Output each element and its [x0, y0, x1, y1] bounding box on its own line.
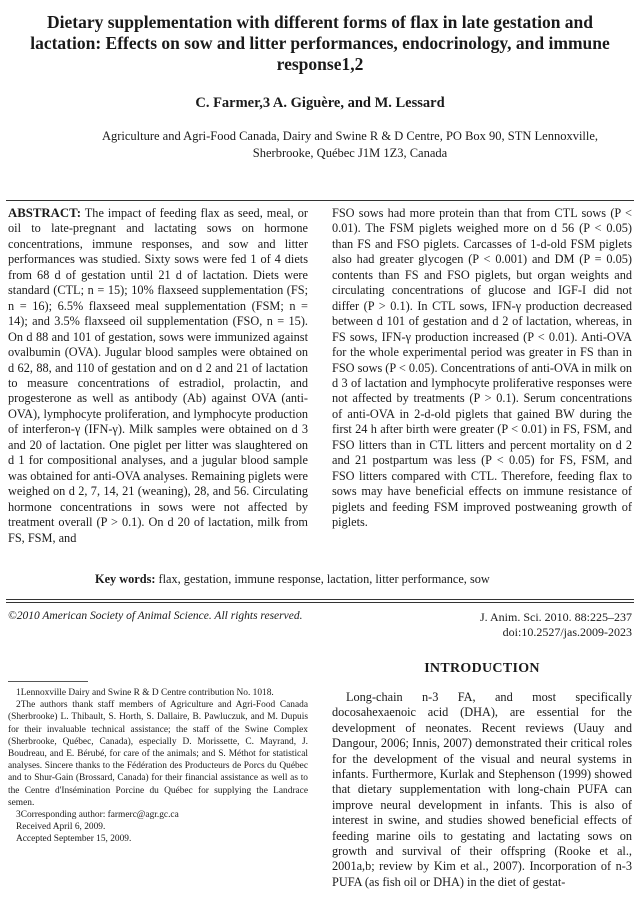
copyright-divider: [6, 602, 634, 603]
accepted-date: Accepted September 15, 2009.: [16, 834, 132, 845]
abstract-left-column: [8, 206, 308, 546]
received-date: Received April 6, 2009.: [16, 822, 106, 833]
footnote-separator: [8, 681, 88, 682]
journal-reference: J. Anim. Sci. 2010. 88:225–237: [479, 610, 632, 624]
introduction-heading: INTRODUCTION: [424, 661, 540, 676]
footnotes: [8, 687, 308, 846]
author-affiliation: Agriculture and Agri-Food Canada, Dairy and Swine R & D Centre, PO Box 90, STN Lennoxville, Sherbrooke, Québec J1M 1Z3, Canada: [101, 129, 599, 160]
paper-authors: C. Farmer,3 A. Giguère, and M. Lessard: [195, 95, 445, 111]
keywords-label: Key words:: [95, 572, 156, 586]
abstract-text-right: FSO sows had more protein than that from CTL sows (P < 0.01). The FSM piglets weighed more on d 56 (P < 0.05) than FS and FSO piglets. Carcasses of 1-d-old FSM piglets also had greater glycogen (P < 0.001) and DM (P = 0.05) contents than FS and FSO piglets, but organ weights and circulating concentrations of glucose and IGF-I did not differ (P > 0.1). In CTL sows, IFN-γ production decreased between d 101 of gestation and d 2 of lactation, whereas, in FS sows, IFN-γ production increased (P < 0.01). Anti-OVA for the whole experimental period was greater in FS than in FSO sows (P < 0.05). Concentrations of anti-OVA in milk on d 3 of lactation and lymphocyte proliferative responses were not affected by treatments (P > 0.1). Serum concentrations of anti-OVA in 2-d-old piglets that gained BW during the first 24 h after birth were greater (P < 0.01) in FS, FSM, and FSO litters than in CTL litters and percent mortality on d 2 and 21 postpartum was less (P < 0.05) for FS, FSM, and FSO litters compared with CTL. Therefore, feeding flax to sows may have beneficial effects on immune resistance of piglets and feeding FSM improved postweaning growth of piglets.: [332, 206, 633, 530]
keywords-text: flax, gestation, immune response, lactation, litter performance, sow: [158, 572, 490, 586]
journal-citation: [480, 610, 632, 640]
footnote-2: 2The authors thank staff members of Agriculture and Agri-Food Canada (Sherbrooke) L. Thibault, S. Horth, S. Dallaire, B. Pawluczuk, and M. Dupuis for their invaluable technical assistance; the staff of the Swine Complex (Sherbrooke, Québec, Canada), especially D. Morissette, C. Mayrand, J. Boudreau, and E. Bérubé, for care of the animals; and S. Méthot for statistical analyses. Sincere thanks to the Fédération des Producteurs de Porcs du Québec and to Shur-Gain (Brossard, Canada) for their financial assistance as well as to the Centre d'Insémination Porcine du Québec for supplying the Landrace semen.: [8, 700, 308, 808]
doi-link[interactable]: doi:10.2527/jas.2009-2023: [502, 625, 632, 639]
footnote-3: 3Corresponding author: farmerc@agr.gc.ca: [16, 810, 179, 821]
abstract-text-left: The impact of feeding flax as seed, meal, or oil to late-pregnant and lactating sows on hormone concentrations, immune responses, and sow and litter performances was studied. Sixty sows were fed 1 of 4 diets from 68 d of gestation until 21 d of lactation. Diets were standard (CTL; n = 15); 10% flaxseed supplementation (FS; n = 16); 6.5% flaxseed meal supplementation (FSM; n = 14); and 3.5% flaxseed oil supplementation (FSO, n = 15). On d 88 and 101 of gestation, sows were immunized against ovalbumin (OVA). Jugular blood samples were obtained on d 62, 88, and 110 of gestation and on d 2 and 21 of lactation to measure concentrations of estradiol, prolactin, and progesterone as well as antibody (Ab) against OVA (anti-OVA), lymphocyte proliferation, and lymphocyte production of interferon-γ (IFN-γ). Milk samples were obtained on d 3 and 20 of lactation. One piglet per litter was slaughtered on d 1 for compositional analyses, and a jugular blood sample was obtained for anti-OVA analyses. Remaining piglets were weighed on d 2, 7, 14, 21 (weaning), 28, and 56. Circulating hormone concentrations in sows were not affected by treatment overall (P > 0.1). On d 20 of lactation, milk from FS, FSM, and: [8, 206, 308, 545]
introduction-text: Long-chain n-3 FA, and most specifically docosahexaenoic acid (DHA), are essential for the development of neonates. Recent reviews (Uauy and Dangour, 2006; Innis, 2007) demonstrated their critical roles for the development of the visual and neural systems in infants. Furthermore, Kurlak and Stephenson (1999) showed that dietary supplementation with long-chain PUFA can improve neural development in infants. This is also of interest in swine, and studies showed beneficial effects of feeding marine oils to gestating and lactating sows on growth and survival of their offspring (Rooke et al., 2001a,b; review by Kim et al., 2007). Incorporation of n-3 PUFA (as fish oil or DHA) in the diet of gestat-: [332, 690, 632, 889]
paper-title: Dietary supplementation with different forms of flax in late gestation and lactation: Effects on sow and litter performances, endocrinology, and immune response1,2: [30, 12, 610, 74]
keywords-line: [95, 572, 635, 587]
copyright-notice: ©2010 American Society of Animal Science. All rights reserved.: [8, 610, 303, 622]
footnote-1: 1Lennoxville Dairy and Swine R & D Centre contribution No. 1018.: [16, 688, 274, 698]
abstract-label: ABSTRACT:: [8, 206, 82, 220]
abstract-right-column: [332, 206, 632, 531]
